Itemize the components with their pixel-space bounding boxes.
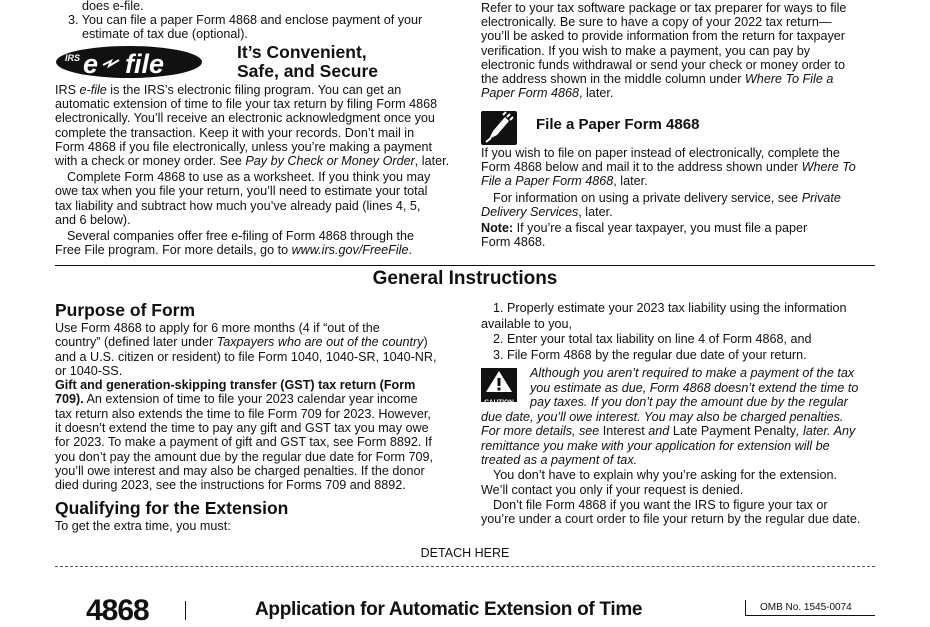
text-line: automatic extension of time to file your tax return by filing Form 4868 bbox=[55, 97, 438, 112]
text-line: electronically. Be sure to have a copy of your 2022 tax return— bbox=[481, 15, 832, 30]
text-line bbox=[55, 378, 437, 392]
text-line: for 2023. To make a payment of gift and GST tax, see Form 8892. If bbox=[55, 435, 432, 450]
text-line: and a U.S. citizen or resident) to file Form 1040, 1040-SR, 1040-NR, bbox=[55, 349, 437, 364]
text-line bbox=[55, 392, 437, 406]
italic-text: For more details, see bbox=[481, 424, 603, 439]
omb-number: OMB No. 1545-0074 bbox=[745, 600, 875, 616]
text-line: electronic funds withdrawal or send your check or money order to bbox=[481, 57, 845, 72]
detach-label: DETACH HERE bbox=[420, 546, 510, 560]
bold-text: Note: bbox=[481, 220, 514, 235]
text-segment: IRS bbox=[55, 83, 80, 97]
italic-text: treated as a payment of tax. bbox=[481, 453, 638, 468]
heading-line: Safe, and Secure bbox=[237, 61, 379, 81]
text-line bbox=[481, 174, 856, 188]
text-line bbox=[55, 154, 449, 168]
text-segment: . bbox=[408, 243, 412, 258]
text-line: Several companies offer free e-filing of Form 4868 through the bbox=[67, 228, 414, 243]
text-segment: Form 4868 below and mail it to the address shown under bbox=[481, 160, 802, 175]
italic-text: e-file bbox=[79, 83, 107, 97]
paragraph bbox=[481, 191, 856, 219]
text-line: We’ll contact you only if your request is denied. bbox=[481, 482, 744, 497]
text-line bbox=[481, 439, 855, 453]
svg-text:IRS: IRS bbox=[65, 53, 81, 63]
text-line bbox=[55, 335, 437, 349]
step-2: 2. Enter your total tax liability on line 4 of Form 4868, and bbox=[493, 332, 812, 346]
text-line bbox=[55, 243, 449, 257]
cut-line bbox=[82, 0, 144, 13]
text-line: If you wish to file on paper instead of electronically, complete the bbox=[481, 146, 840, 160]
text-segment: is the IRS’s electronic filing program. You can get an bbox=[106, 83, 402, 97]
text-line bbox=[481, 424, 855, 438]
text-line: Form 4868. bbox=[481, 235, 546, 250]
text-line: you’ll owe interest and may also be charged penalties. If the donor bbox=[55, 463, 425, 478]
text-line: verification. If you wish to make a payment, you can pay by bbox=[481, 43, 810, 58]
paragraph bbox=[481, 1, 846, 100]
text-line bbox=[481, 86, 846, 100]
bold-text: Gift and generation-skipping transfer (GST) tax return (Form bbox=[55, 378, 416, 393]
text-line: tax liability and subtract how much you’ve already paid (lines 4, 5, bbox=[55, 198, 421, 213]
italic-text: Private bbox=[801, 190, 841, 205]
pen-icon bbox=[481, 111, 517, 145]
paper-body bbox=[481, 146, 856, 249]
text-line: tax return also extends the time to file Form 709 for 2023. However, bbox=[55, 406, 431, 421]
text-line: You don’t have to explain why you’re asking for the extension. bbox=[493, 468, 837, 482]
text-segment: country” (defined later under bbox=[55, 335, 217, 350]
text-segment: , later. bbox=[579, 86, 614, 101]
efile-heading bbox=[237, 43, 378, 81]
paragraph bbox=[481, 146, 856, 189]
text-line: complete the transaction. Keep it with your records. Don’t mail in bbox=[55, 125, 415, 140]
text-line: Complete Form 4868 to use as a worksheet. If you think you may bbox=[67, 170, 431, 185]
text-line: estimate of tax due (optional). bbox=[82, 27, 248, 42]
caution-text bbox=[530, 366, 858, 410]
text-line: Use Form 4868 to apply for 6 more months (4 if “out of the bbox=[55, 321, 380, 335]
text-line: you estimate as due, Form 4868 doesn’t extend the time to bbox=[530, 380, 859, 395]
svg-text:file: file bbox=[125, 49, 165, 79]
efile-body bbox=[55, 83, 449, 257]
form-title: Application for Automatic Extension of Time bbox=[255, 599, 643, 620]
qualifying-heading: Qualifying for the Extension bbox=[55, 498, 289, 518]
text-segment: Interest bbox=[602, 424, 645, 439]
heading-line: It’s Convenient, bbox=[237, 42, 367, 62]
purpose-body bbox=[55, 321, 437, 493]
text-line: and 6 below). bbox=[55, 212, 131, 227]
text-segment: Free File program. For more details, go to bbox=[55, 243, 292, 258]
text-line: died during 2023, see the instructions for Forms 709 and 8892. bbox=[55, 478, 406, 493]
steps-list bbox=[481, 301, 847, 363]
text-line: or 1040-SS. bbox=[55, 363, 123, 378]
italic-text: Where To File a bbox=[744, 71, 834, 86]
italic-text: and bbox=[644, 424, 673, 439]
text-line: Although you aren’t required to make a payment of the tax bbox=[530, 366, 855, 380]
text-line: it doesn’t extend the time to pay any gift and GST tax you may owe bbox=[55, 421, 429, 436]
text-segment: , later. bbox=[578, 204, 613, 219]
paper-heading: File a Paper Form 4868 bbox=[536, 116, 700, 133]
step-1-cont: available to you, bbox=[481, 316, 573, 331]
paragraph bbox=[55, 229, 449, 257]
text-line bbox=[55, 83, 449, 97]
software-body bbox=[481, 1, 846, 100]
italic-text: www.irs.gov/FreeFile bbox=[291, 243, 409, 258]
bold-text: 709). bbox=[55, 392, 84, 407]
item-3 bbox=[68, 13, 422, 41]
text-line bbox=[481, 160, 856, 174]
text-segment: For information on using a private delivery service, see bbox=[493, 190, 802, 205]
text-line bbox=[481, 221, 856, 235]
qualifying-intro bbox=[55, 519, 231, 533]
text-line bbox=[481, 191, 856, 205]
italic-text: File a Paper Form 4868 bbox=[481, 174, 614, 189]
purpose-heading: Purpose of Form bbox=[55, 300, 196, 320]
italic-text: Pay by Check or Money Order bbox=[245, 153, 415, 168]
text-line bbox=[481, 205, 856, 219]
text-segment: An extension of time to file your 2023 calendar year income bbox=[83, 392, 418, 407]
paragraph bbox=[55, 83, 449, 168]
text-segment: , later. bbox=[414, 153, 450, 168]
italic-text: Delivery Services bbox=[481, 204, 579, 219]
section-rule bbox=[55, 265, 875, 266]
svg-text:e: e bbox=[83, 49, 99, 79]
italic-text: Where To bbox=[801, 160, 856, 175]
text-segment: with a check or money order. See bbox=[55, 153, 246, 168]
text-line: Form 4868 if you file electronically, unless you’re making a payment bbox=[55, 139, 433, 154]
italic-text: Paper Form 4868 bbox=[481, 86, 580, 101]
text-line: pay taxes. If you don’t pay the amount due by the regular bbox=[530, 395, 848, 410]
text-line: electronically. You’ll receive an electronic acknowledgment once you bbox=[55, 111, 435, 126]
form-number: 4868 bbox=[86, 594, 149, 627]
text-segment: the address shown in the middle column under bbox=[481, 71, 745, 86]
paragraph bbox=[55, 170, 449, 227]
text-line: you’ll be asked to provide information from the return for taxpayer bbox=[481, 29, 846, 44]
text-line bbox=[481, 453, 855, 467]
text-line: Don’t file Form 4868 if you want the IRS to figure your tax or bbox=[493, 497, 828, 512]
paragraph bbox=[481, 221, 856, 249]
text-segment: Late Payment Penalty bbox=[672, 424, 797, 439]
detach-line bbox=[55, 566, 875, 567]
caution-text-cont bbox=[481, 410, 855, 468]
caution-icon bbox=[481, 368, 517, 406]
form-divider bbox=[185, 601, 186, 620]
italic-text: , later. Any bbox=[796, 424, 856, 439]
text-line: does e-file. bbox=[82, 0, 144, 13]
text-line bbox=[481, 410, 855, 424]
text-line: 3. You can file a paper Form 4868 and enclose payment of your bbox=[68, 13, 423, 27]
text-line: you don’t pay the amount due by the regular due date for Form 709, bbox=[55, 449, 434, 464]
text-line: you’re under a court order to file your return by the regular due date. bbox=[481, 512, 861, 527]
after-caution bbox=[481, 468, 860, 527]
text-line: To get the extra time, you must: bbox=[55, 519, 231, 533]
text-segment: If you’re a fiscal year taxpayer, you must file a paper bbox=[513, 220, 808, 235]
step-1: 1. Properly estimate your 2023 tax liability using the information bbox=[493, 301, 847, 315]
italic-text: Taxpayers who are out of the country bbox=[216, 335, 424, 350]
italic-text: remittance you make with your application for extension will be bbox=[481, 438, 830, 453]
text-line: owe tax when you file your return, you’ll need to estimate your total bbox=[55, 184, 428, 199]
step-3: 3. File Form 4868 by the regular due date of your return. bbox=[493, 347, 807, 362]
text-segment: ) bbox=[423, 335, 428, 350]
text-line bbox=[481, 72, 846, 86]
text-line: Refer to your tax software package or tax preparer for ways to file bbox=[481, 1, 847, 15]
irs-efile-logo bbox=[55, 45, 203, 79]
general-instructions-title: General Instructions bbox=[372, 268, 558, 289]
italic-text: due date, you’ll owe interest. You may also be charged penalties. bbox=[481, 410, 844, 424]
text-segment: , later. bbox=[613, 174, 648, 189]
caution-label: CAUTION bbox=[484, 399, 514, 406]
